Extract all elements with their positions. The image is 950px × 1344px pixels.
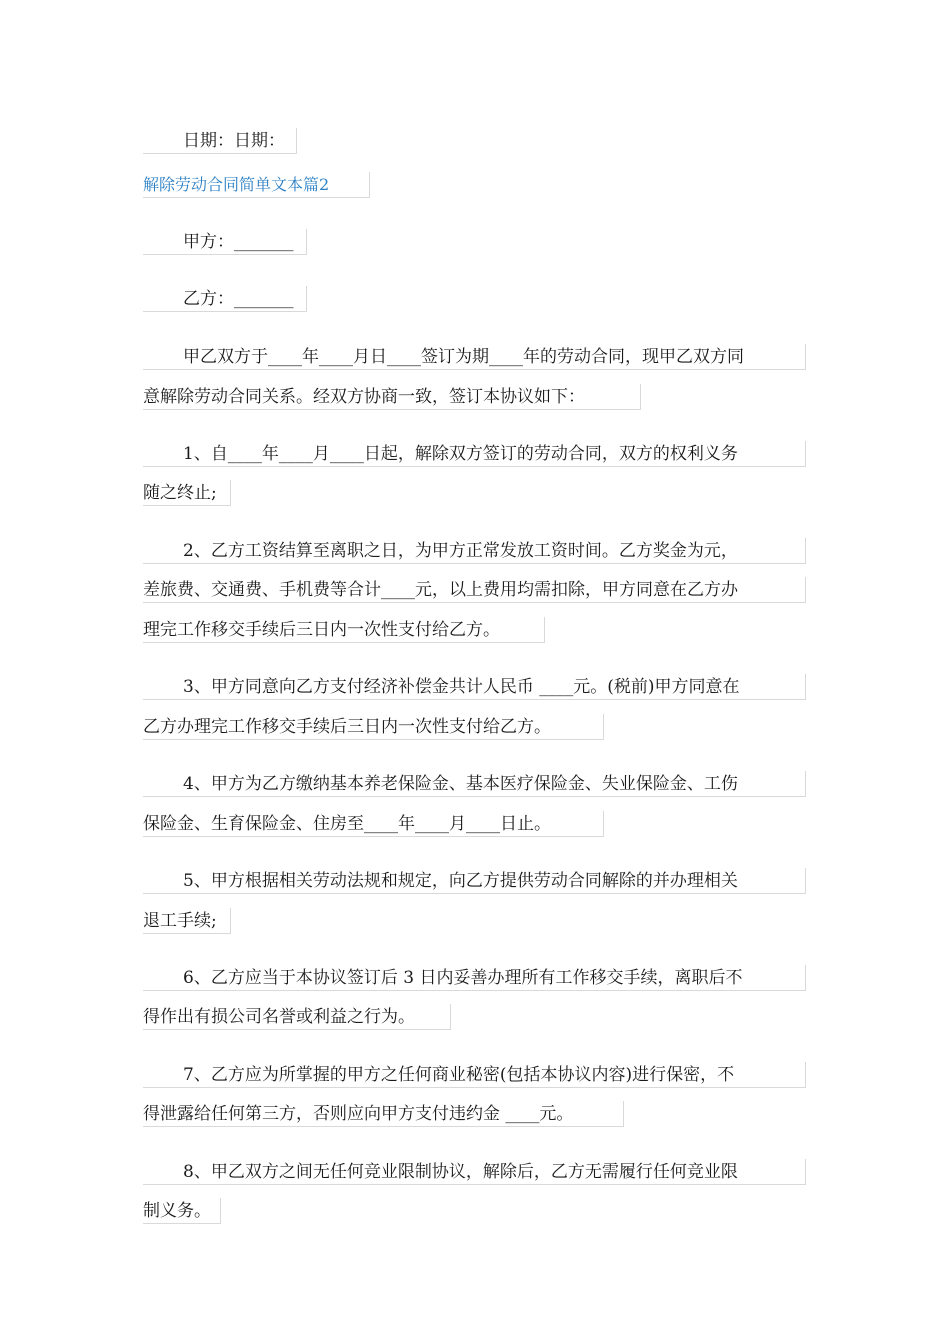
clause-1-line-2: 随之终止; <box>143 480 231 506</box>
clause-1-line-1: 1、自____年____月____日起，解除双方签订的劳动合同，双方的权利义务 <box>143 441 806 467</box>
clause-8-line-1: 8、甲乙双方之间无任何竞业限制协议，解除后，乙方无需履行任何竞业限 <box>143 1159 806 1185</box>
date-line: 日期：日期： <box>143 128 297 154</box>
clause-5-line-1: 5、甲方根据相关劳动法规和规定，向乙方提供劳动合同解除的并办理相关 <box>143 868 806 894</box>
clause-4-line-1: 4、甲方为乙方缴纳基本养老保险金、基本医疗保险金、失业保险金、工伤 <box>143 771 806 797</box>
intro-line-1: 甲乙双方于____年____月日____签订为期____年的劳动合同，现甲乙双方同 <box>143 344 806 370</box>
clause-2-line-1: 2、乙方工资结算至离职之日，为甲方正常发放工资时间。乙方奖金为元， <box>143 538 806 564</box>
clause-8-line-2: 制义务。 <box>143 1198 221 1224</box>
party-b-line: 乙方：_______ <box>143 286 307 312</box>
clause-3-line-1: 3、甲方同意向乙方支付经济补偿金共计人民币 ____元。(税前)甲方同意在 <box>143 674 806 700</box>
intro-line-2: 意解除劳动合同关系。经双方协商一致，签订本协议如下： <box>143 384 641 410</box>
clause-3-line-2: 乙方办理完工作移交手续后三日内一次性支付给乙方。 <box>143 714 604 740</box>
clause-4-line-2: 保险金、生育保险金、住房至____年____月____日止。 <box>143 811 604 837</box>
clause-7-line-2: 得泄露给任何第三方，否则应向甲方支付违约金 ____元。 <box>143 1101 624 1127</box>
clause-6-line-1: 6、乙方应当于本协议签订后 3 日内妥善办理所有工作移交手续，离职后不 <box>143 965 806 991</box>
clause-5-line-2: 退工手续; <box>143 908 231 934</box>
clause-2-line-2: 差旅费、交通费、手机费等合计____元，以上费用均需扣除，甲方同意在乙方办 <box>143 577 806 603</box>
section-heading: 解除劳动合同简单文本篇2 <box>143 172 370 198</box>
clause-6-line-2: 得作出有损公司名誉或利益之行为。 <box>143 1004 451 1030</box>
party-a-line: 甲方：_______ <box>143 229 307 255</box>
clause-2-line-3: 理完工作移交手续后三日内一次性支付给乙方。 <box>143 617 545 643</box>
clause-7-line-1: 7、乙方应为所掌握的甲方之任何商业秘密(包括本协议内容)进行保密，不 <box>143 1062 806 1088</box>
